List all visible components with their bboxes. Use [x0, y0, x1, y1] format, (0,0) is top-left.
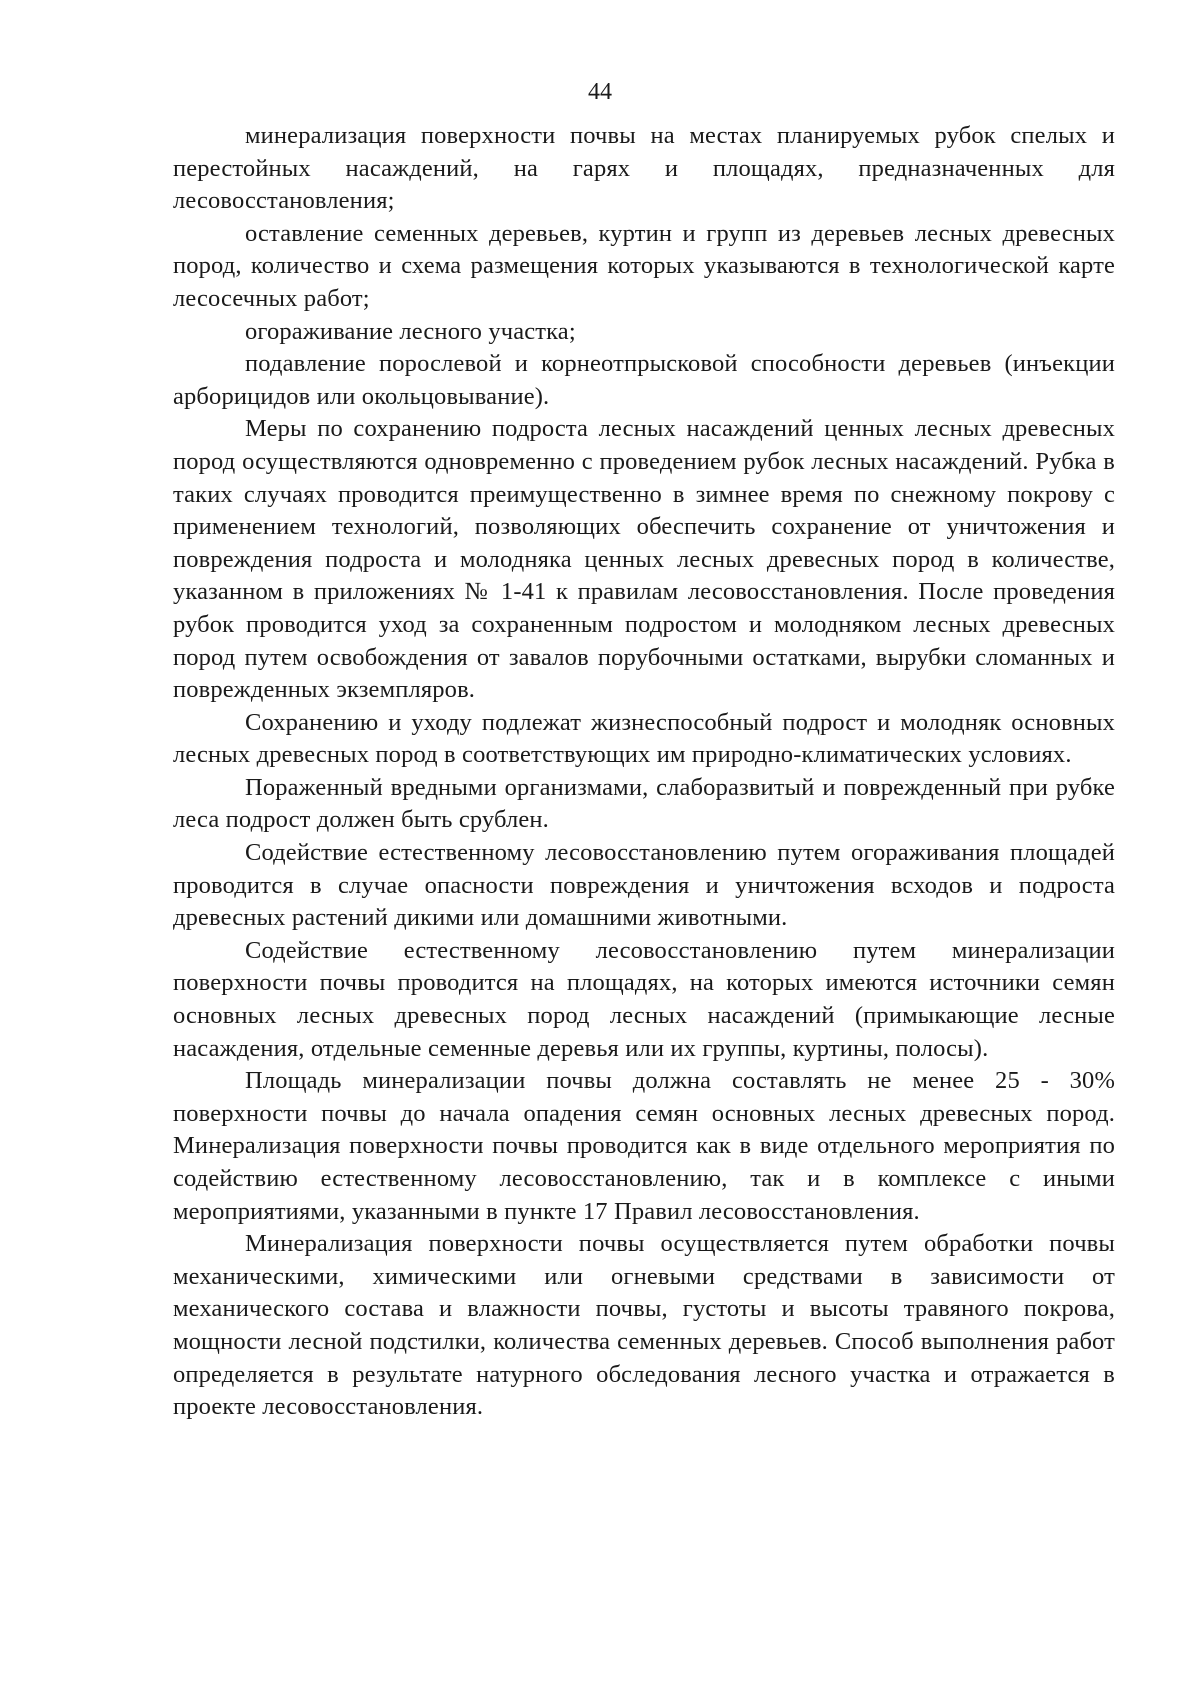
paragraph-fencing-item: огораживание лесного участка; — [245, 317, 576, 345]
paragraph-fencing-assistance: Содействие естественному лесовосстановлению путем огораживания площадей проводится в случае опасности повреждения и уничтожения всходов и подроста древесных растений дикими или домашними животными. — [173, 839, 1115, 932]
paragraph-undergrowth-preservation: Меры по сохранению подроста лесных насаждений ценных лесных древесных пород осуществляются одновременно с проведением рубок лесных насаждений. Рубка в таких случаях проводится преимущественно в зимнее время по снежному покрову с применением технологий, позволяющих обеспечить сохранение от уничтожения и повреждения подроста и молодняка ценных лесных древесных пород в количестве, указанном в приложениях № 1-41 к правилам лесовосстановления. После проведения рубок проводится уход за сохраненным подростом и молодняком лесных древесных пород путем освобождения от завалов порубочными остатками, вырубки сломанных и поврежденных экземпляров. — [173, 415, 1115, 704]
paragraph-mineralization-area: Площадь минерализации почвы должна составлять не менее 25 - 30% поверхности почвы до начала опадения семян основных лесных древесных пород. Минерализация поверхности почвы проводится как в виде отдельного мероприятия по содействию естественному лесовосстановлению, так и в комплексе с иными мероприятиями, указанными в пункте 17 Правил лесовосстановления. — [173, 1067, 1115, 1225]
paragraph-mineralization-item: минерализация поверхности почвы на местах планируемых рубок спелых и перестойных насаждений, на гарях и площадях, предназначенных для лесовосстановления; — [173, 122, 1115, 215]
page-number: 44 — [588, 79, 612, 105]
paragraph-seed-trees-item: оставление семенных деревьев, куртин и групп из деревьев лесных древесных пород, количество и схема размещения которых указываются в технологической карте лесосечных работ; — [173, 219, 1115, 312]
document-body — [173, 120, 1115, 1424]
paragraph-mineralization-assistance: Содействие естественному лесовосстановлению путем минерализации поверхности почвы проводится на площадях, на которых имеются источники семян основных лесных древесных пород лесных насаждений (примыкающие лесные насаждения, отдельные семенные деревья или их группы, куртины, полосы). — [173, 936, 1115, 1062]
paragraph-damaged-undergrowth: Пораженный вредными организмами, слаборазвитый и поврежденный при рубке леса подрост должен быть срублен. — [173, 773, 1115, 834]
paragraph-care-subject: Сохранению и уходу подлежат жизнеспособный подрост и молодняк основных лесных древесных пород в соответствующих им природно-климатических условиях. — [173, 708, 1115, 769]
paragraph-mineralization-method: Минерализация поверхности почвы осуществляется путем обработки почвы механическими, химическими или огневыми средствами в зависимости от механического состава и влажности почвы, густоты и высоты травяного покрова, мощности лесной подстилки, количества семенных деревьев. Способ выполнения работ определяется в результате натурного обследования лесного участка и отражается в проекте лесовосстановления. — [173, 1230, 1115, 1421]
paragraph-suppression-item: подавление порослевой и корнеотпрысковой способности деревьев (инъекции арборицидов или окольцовывание). — [173, 350, 1115, 410]
